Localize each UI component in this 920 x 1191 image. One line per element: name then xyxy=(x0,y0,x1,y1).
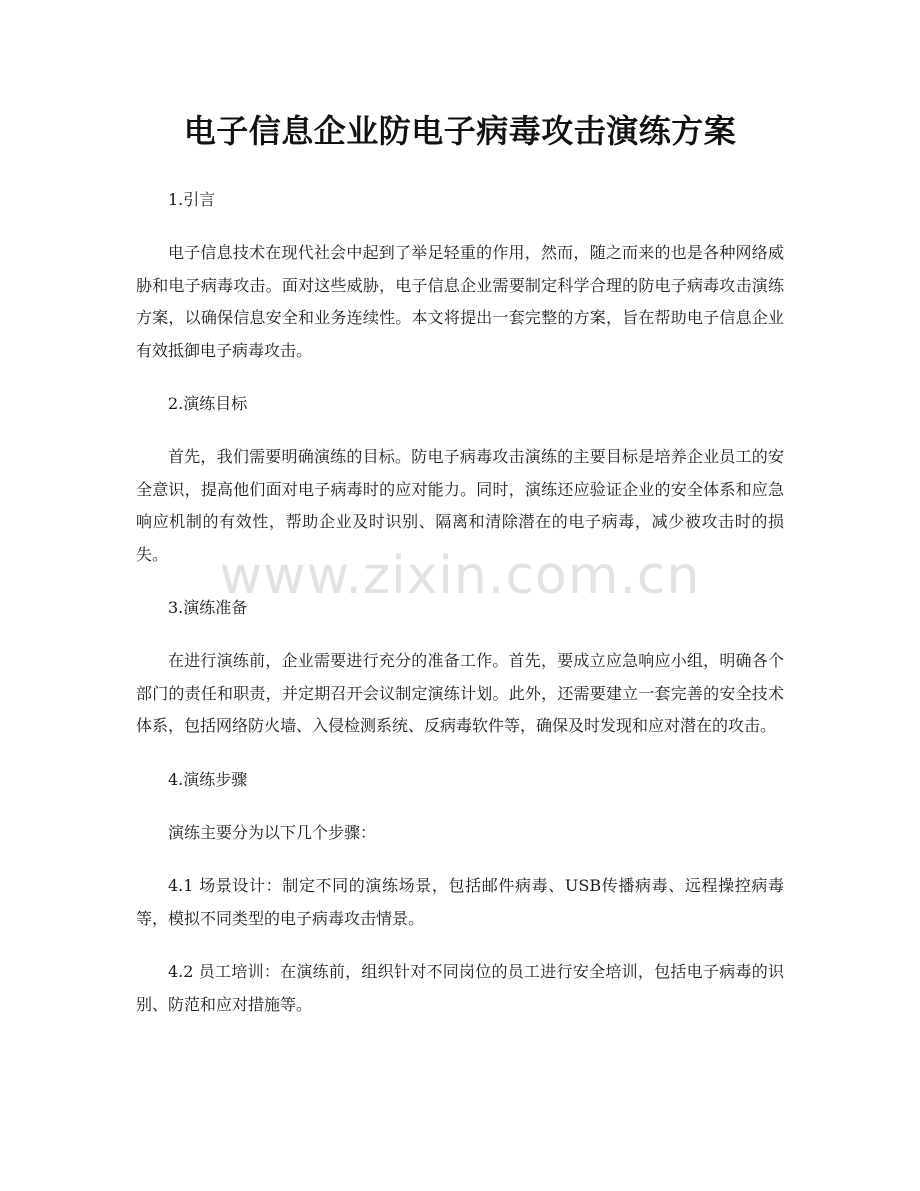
paragraph-step-4-1: 4.1 场景设计：制定不同的演练场景，包括邮件病毒、USB传播病毒、远程操控病毒等，模拟不同类型的电子病毒攻击情景。 xyxy=(136,876,784,928)
document-title: 电子信息企业防电子病毒攻击演练方案 xyxy=(183,112,737,150)
section-heading-intro: 1.引言 xyxy=(168,190,216,209)
document-body xyxy=(136,184,784,1021)
paragraph-goals: 首先，我们需要明确演练的目标。防电子病毒攻击演练的主要目标是培养企业员工的安全意识，提高他们面对电子病毒时的应对能力。同时，演练还应验证企业的安全体系和应急响应机制的有效性，帮助企业及时识别、隔离和清除潜在的电子病毒，减少被攻击时的损失。 xyxy=(136,447,784,564)
paragraph-step-4-2: 4.2 员工培训：在演练前，组织针对不同岗位的员工进行安全培训，包括电子病毒的识别、防范和应对措施等。 xyxy=(136,962,784,1014)
paragraph-steps-intro: 演练主要分为以下几个步骤： xyxy=(168,822,377,842)
section-heading-steps: 4.演练步骤 xyxy=(168,769,248,789)
section-heading-goals: 2.演练目标 xyxy=(168,394,248,413)
paragraph-intro: 电子信息技术在现代社会中起到了举足轻重的作用，然而，随之而来的也是各种网络威胁和电子病毒攻击。面对这些威胁，电子信息企业需要制定科学合理的防电子病毒攻击演练方案，以确保信息安全和业务连续性。本文将提出一套完整的方案，旨在帮助电子信息企业有效抵御电子病毒攻击。 xyxy=(136,243,784,360)
section-heading-preparation: 3.演练准备 xyxy=(168,598,248,617)
watermark: www.zixin.com.cn xyxy=(219,546,701,606)
paragraph-preparation: 在进行演练前，企业需要进行充分的准备工作。首先，要成立应急响应小组，明确各个部门的责任和职责，并定期召开会议制定演练计划。此外，还需要建立一套完善的安全技术体系，包括网络防火墙、入侵检测系统、反病毒软件等，确保及时发现和应对潜在的攻击。 xyxy=(136,651,784,735)
